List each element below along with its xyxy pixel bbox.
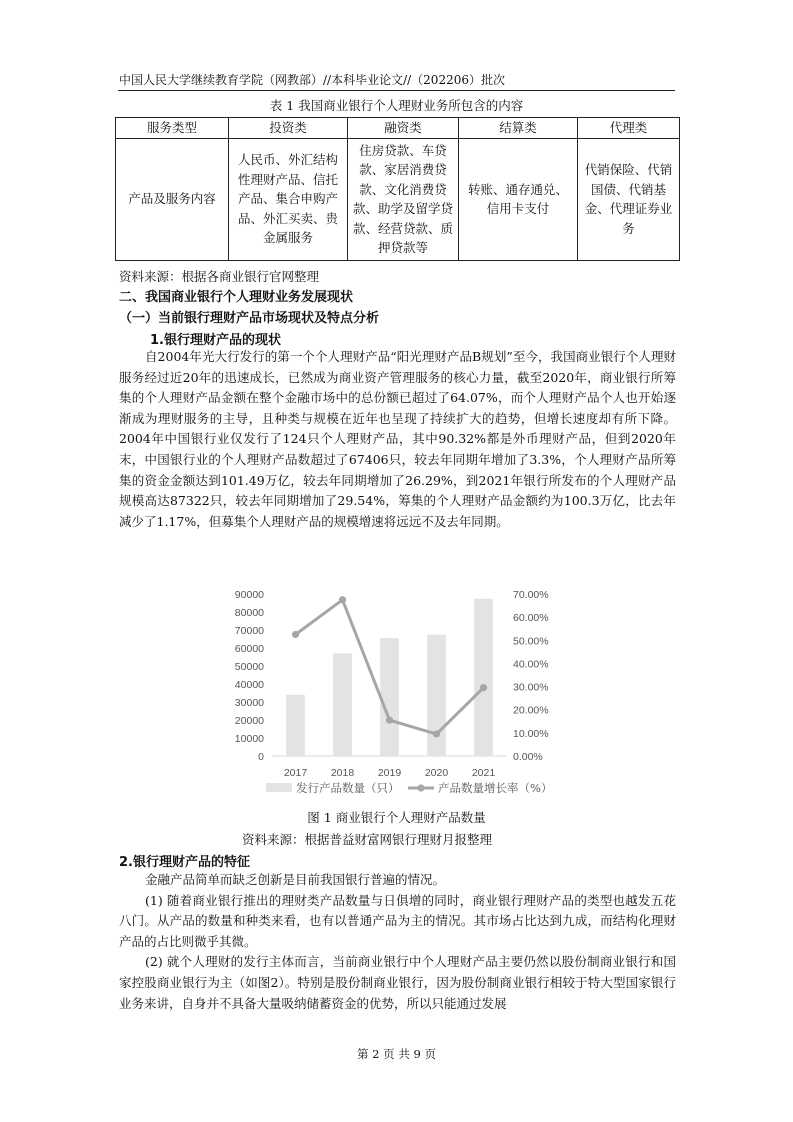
table-header-cell: 代理类 xyxy=(578,118,680,139)
table-cell-agency: 代销保险、代销国债、代销基金、代理证券业务 xyxy=(578,138,680,260)
growth-rate-point xyxy=(386,717,393,724)
legend-line-marker xyxy=(417,784,424,791)
figure-source: 资料来源：根据普益财富网银行理财月报整理 xyxy=(242,832,493,847)
subsection-heading: （一）当前银行理财产品市场现状及特点分析 xyxy=(119,311,380,326)
y-left-tick-label: 70000 xyxy=(234,625,264,637)
growth-rate-point xyxy=(292,631,299,638)
body-paragraph: (2) 就个人理财的发行主体而言，当前商业银行中个人理财产品主要仍然以股份制商业银行和国家控股商业银行为主（如图2）。特别是股份制商业银行，因为股份制商业银行相较于特大型国家银行业务来讲，自身并不具备大量吸纳储蓄资金的优势，所以只能通过发展 xyxy=(119,954,676,1011)
bar xyxy=(286,695,305,756)
business-content-table xyxy=(115,117,680,261)
table-header-cell: 服务类型 xyxy=(116,118,229,139)
y-right-tick-label: 50.00% xyxy=(513,635,549,648)
bar xyxy=(474,599,493,756)
table-cell-investment: 人民币、外汇结构性理财产品、信托产品、集合申购产品、外汇买卖、贵金属服务 xyxy=(229,138,348,260)
body-paragraph: 金融产品简单而缺乏创新是目前我国银行普遍的情况。 xyxy=(145,872,446,887)
x-tick-label: 2017 xyxy=(283,767,308,779)
y-right-tick-label: 0.00% xyxy=(513,751,543,763)
table-source: 资料来源：根据各商业银行官网整理 xyxy=(119,269,320,284)
y-left-tick-label: 60000 xyxy=(234,643,264,655)
y-left-tick-label: 90000 xyxy=(234,589,264,601)
bar xyxy=(380,638,399,756)
y-right-tick-label: 30.00% xyxy=(513,681,549,694)
table-cell-settlement: 转账、通存通兑、信用卡支付 xyxy=(459,138,578,260)
page-header: 中国人民大学继续教育学院（网教部）//本科毕业论文//（202206）批次 xyxy=(119,73,505,87)
x-tick-label: 2020 xyxy=(424,767,449,779)
page-footer: 第 2 页 共 9 页 xyxy=(357,1047,436,1061)
table-header-cell: 投资类 xyxy=(229,118,348,139)
y-left-tick-label: 20000 xyxy=(234,715,264,727)
y-right-tick-label: 20.00% xyxy=(513,704,549,717)
y-left-tick-label: 50000 xyxy=(234,661,264,673)
table-row xyxy=(116,138,680,260)
y-right-tick-label: 60.00% xyxy=(513,612,549,625)
y-right-tick-label: 70.00% xyxy=(513,589,549,601)
x-tick-label: 2018 xyxy=(330,767,355,779)
y-right-tick-label: 10.00% xyxy=(513,727,549,740)
table-cell-financing: 住房贷款、车贷款、家居消费贷款、文化消费贷款、助学及留学贷款、经营贷款、质押贷款等 xyxy=(348,138,459,260)
body-paragraph: 自2004年光大行发行的第一个个人理财产品“阳光理财产品B规划”至今，我国商业银行个人理财服务经过近20年的迅速成长，已然成为商业资产管理服务的核心力量，截至2020年，商业银行所筹集的个人理财产品金额在整个金融市场中的总份额已超过了64.07%，而个人理财产品个人也开始逐渐成为理财服务的主导，且种类与规模在近年也呈现了持续扩大的趋势，但增长速度却有所下降。2004年中国银行业仅发行了124只个人理财产品，其中90.32%都是外币理财产品，但到2020年末，中国银行业的个人理财产品数超过了67406只，较去年同期年增加了3.3%，个人理财产品所筹集的资金金额达到101.49万亿，较去年同期增加了26.29%，到2021年银行所发布的个人理财产品规模高达87322只，较去年同期增加了29.54%，筹集的个人理财产品金额约为100.3万亿，比去年减少了1.17%，但募集个人理财产品的规模增速将远远不及去年同期。 xyxy=(119,349,676,529)
growth-rate-point xyxy=(433,730,440,737)
table-caption: 表 1 我国商业银行个人理财业务所包含的内容 xyxy=(269,98,524,113)
y-left-tick-label: 80000 xyxy=(234,607,264,619)
table-header-row xyxy=(116,118,680,139)
bar xyxy=(333,653,352,756)
header-rule xyxy=(118,90,675,91)
product-count-chart xyxy=(222,578,582,800)
growth-rate-point xyxy=(339,596,346,603)
section-heading: 二、我国商业银行个人理财业务发展现状 xyxy=(119,290,354,305)
figure-caption: 图 1 商业银行个人理财产品数量 xyxy=(307,810,486,825)
y-left-tick-label: 10000 xyxy=(234,733,264,745)
y-right-tick-label: 40.00% xyxy=(513,658,549,671)
y-left-tick-label: 0 xyxy=(258,751,264,763)
growth-rate-point xyxy=(480,684,487,691)
item-heading: 1.银行理财产品的现状 xyxy=(150,333,281,348)
legend-line-label: 产品数量增长率（%） xyxy=(438,781,553,795)
bar xyxy=(427,635,446,756)
table-header-cell: 融资类 xyxy=(348,118,459,139)
y-left-tick-label: 40000 xyxy=(234,679,264,691)
x-tick-label: 2021 xyxy=(471,767,496,779)
body-section xyxy=(119,870,676,1014)
legend-bar-swatch xyxy=(266,783,292,792)
legend-bar-label: 发行产品数量（只） xyxy=(296,781,400,795)
body-paragraph: (1) 随着商业银行推出的理财类产品数量与日俱增的同时，商业银行理财产品的类型也越发五花八门。从产品的数量和种类来看，也有以普通产品为主的情况。其市场占比达到九成，而结构化理财产品的占比则微乎其微。 xyxy=(119,892,676,949)
item-heading: 2.银行理财产品的特征 xyxy=(119,855,250,870)
x-tick-label: 2019 xyxy=(377,767,402,779)
y-left-tick-label: 30000 xyxy=(234,697,264,709)
table-header-cell: 结算类 xyxy=(459,118,578,139)
table-row-label: 产品及服务内容 xyxy=(116,138,229,260)
